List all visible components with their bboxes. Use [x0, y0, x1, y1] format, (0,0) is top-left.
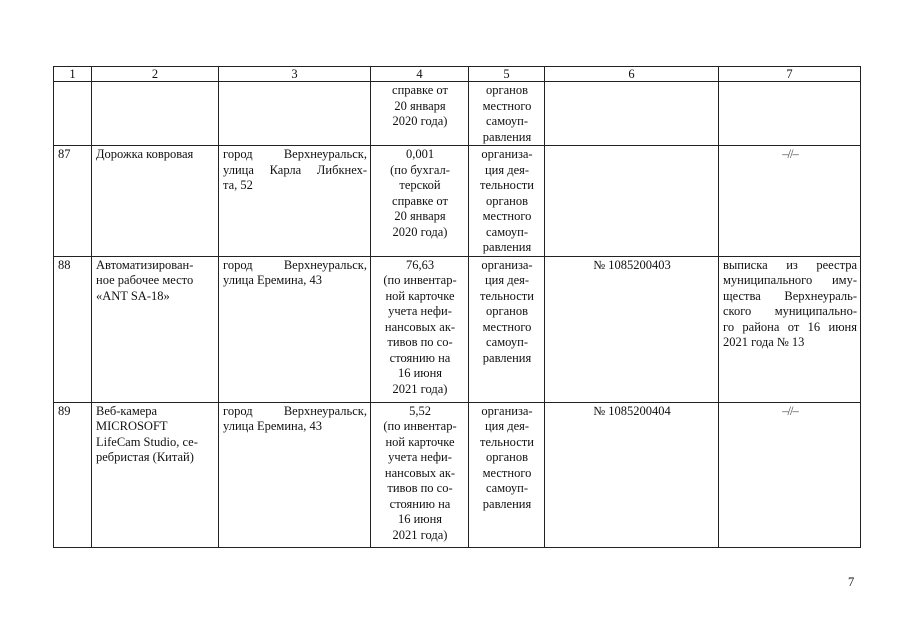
cell-text-line: город Верхнеуральск,: [223, 147, 367, 161]
page-number: 7: [848, 575, 855, 589]
cell-text-line: улица Еремина, 43: [223, 273, 323, 287]
cell-text-line: местного: [482, 465, 532, 480]
cell-text-line: организа-: [481, 403, 533, 418]
table-row: [54, 146, 861, 257]
cell-text-line: равления: [482, 496, 532, 511]
cell-item-number: 89: [54, 402, 92, 547]
cell-text-line: организа-: [481, 147, 533, 161]
cell-purpose: [469, 146, 545, 257]
cell-text-line: (по бухгал-: [390, 162, 450, 177]
cell-text-line: стоянию на: [389, 496, 451, 511]
cell-text-line: 20 января: [394, 209, 446, 223]
cell-basis: [719, 82, 861, 146]
cell-text-line: 16 июня: [397, 512, 443, 526]
cell-text-line: город Верхнеуральск,: [223, 403, 367, 418]
cell-text-line: 2020 года): [392, 224, 448, 239]
cell-text-line: ной карточке: [385, 288, 455, 303]
cell-text-line: город Верхнеуральск,: [223, 257, 367, 272]
cell-text-line: 16 июня: [397, 366, 443, 380]
cell-text-line: выписка из реестра: [723, 257, 857, 272]
cell-text-line: тельности: [480, 178, 534, 192]
cell-text-line: нансовых ак-: [384, 465, 456, 480]
cell-inventory-number: № 1085200404: [545, 402, 719, 547]
column-header: 3: [219, 67, 371, 82]
cell-text-line: ной карточке: [385, 434, 455, 449]
cell-text-line: местного: [482, 98, 532, 113]
cell-text-line: «ANT SA-18»: [96, 288, 170, 303]
cell-text-line: го района от 16 июня: [723, 319, 857, 334]
table-row: [54, 82, 861, 146]
cell-address: [219, 402, 371, 547]
cell-text-line: ция дея-: [484, 273, 530, 287]
cell-text-line: местного: [482, 209, 532, 223]
cell-text-line: Веб-камера: [96, 403, 158, 418]
cell-text-line: щества Верхнеураль-: [723, 288, 857, 303]
cell-inventory-number: № 1085200403: [545, 256, 719, 402]
cell-text-line: справке от: [392, 83, 448, 97]
cell-text-line: 2021 года): [392, 527, 448, 542]
cell-text-line: –//–: [782, 403, 798, 418]
cell-text-line: органов: [485, 193, 529, 208]
cell-text-line: 76,63: [405, 257, 435, 272]
cell-text-line: стоянию на: [389, 350, 451, 365]
cell-basis: [719, 402, 861, 547]
cell-property-name: [92, 82, 219, 146]
cell-text-line: муниципального иму-: [723, 273, 857, 287]
cell-text-line: (по инвентар-: [383, 419, 457, 433]
cell-text-line: равления: [482, 129, 532, 144]
cell-property-name: [92, 402, 219, 547]
cell-text-line: самоуп-: [485, 224, 529, 239]
cell-basis: [719, 146, 861, 257]
cell-text-line: 20 января: [394, 98, 446, 113]
cell-text-line: самоуп-: [485, 114, 529, 128]
cell-text-line: MICROSOFT: [96, 419, 168, 433]
cell-text-line: тивов по со-: [387, 335, 453, 349]
column-header: 6: [545, 67, 719, 82]
cell-value: [371, 146, 469, 257]
cell-text-line: ция дея-: [484, 419, 530, 433]
cell-value: [371, 82, 469, 146]
cell-property-name: [92, 146, 219, 257]
cell-purpose: [469, 82, 545, 146]
cell-item-number: [54, 82, 92, 146]
cell-text-line: LifeCam Studio, се-: [96, 434, 198, 449]
cell-text-line: Автоматизирован-: [96, 257, 194, 272]
cell-text-line: нансовых ак-: [384, 319, 456, 334]
cell-text-line: ского муниципально-: [723, 304, 857, 318]
property-register-table: [53, 66, 861, 548]
cell-text-line: тельности: [480, 288, 534, 303]
cell-address: [219, 146, 371, 257]
column-header: 4: [371, 67, 469, 82]
cell-text-line: тельности: [480, 434, 534, 449]
cell-address: [219, 256, 371, 402]
cell-text-line: 2020 года): [392, 114, 448, 128]
cell-text-line: самоуп-: [485, 481, 529, 495]
cell-text-line: учета нефи-: [388, 304, 452, 318]
cell-text-line: терской: [399, 178, 441, 192]
column-number-header-row: [54, 67, 861, 82]
cell-inventory-number: [545, 146, 719, 257]
cell-text-line: органов: [485, 83, 529, 97]
cell-address: [219, 82, 371, 146]
cell-text-line: ребристая (Китай): [96, 450, 194, 464]
cell-value: [371, 402, 469, 547]
cell-text-line: справке от: [392, 193, 448, 208]
cell-text-line: –//–: [782, 147, 798, 161]
cell-value: [371, 256, 469, 402]
cell-text-line: равления: [482, 240, 532, 254]
cell-item-number: 88: [54, 256, 92, 402]
cell-text-line: органов: [485, 304, 529, 318]
cell-text-line: 0,001: [405, 147, 435, 161]
column-header: 7: [719, 67, 861, 82]
cell-text-line: та, 52: [223, 178, 253, 192]
cell-property-name: [92, 256, 219, 402]
cell-item-number: 87: [54, 146, 92, 257]
cell-purpose: [469, 402, 545, 547]
cell-text-line: 2021 года № 13: [723, 335, 805, 349]
cell-text-line: органов: [485, 450, 529, 464]
cell-text-line: тивов по со-: [387, 481, 453, 495]
column-header: 5: [469, 67, 545, 82]
cell-text-line: 2021 года): [392, 381, 448, 396]
cell-text-line: улица Еремина, 43: [223, 419, 323, 433]
cell-text-line: самоуп-: [485, 335, 529, 349]
column-header: 1: [54, 67, 92, 82]
cell-purpose: [469, 256, 545, 402]
table-row: [54, 402, 861, 547]
table-body: [54, 67, 861, 548]
cell-text-line: (по инвентар-: [383, 273, 457, 287]
cell-text-line: равления: [482, 350, 532, 365]
cell-text-line: Дорожка ковровая: [96, 147, 194, 161]
cell-text-line: учета нефи-: [388, 450, 452, 464]
cell-basis: [719, 256, 861, 402]
cell-inventory-number: [545, 82, 719, 146]
cell-text-line: ное рабочее место: [96, 273, 194, 287]
cell-text-line: 5,52: [409, 403, 431, 418]
cell-text-line: улица Карла Либкнех-: [223, 162, 367, 177]
cell-text-line: организа-: [481, 257, 533, 272]
cell-text-line: ция дея-: [484, 162, 530, 177]
table-row: [54, 256, 861, 402]
column-header: 2: [92, 67, 219, 82]
cell-text-line: местного: [482, 319, 532, 334]
